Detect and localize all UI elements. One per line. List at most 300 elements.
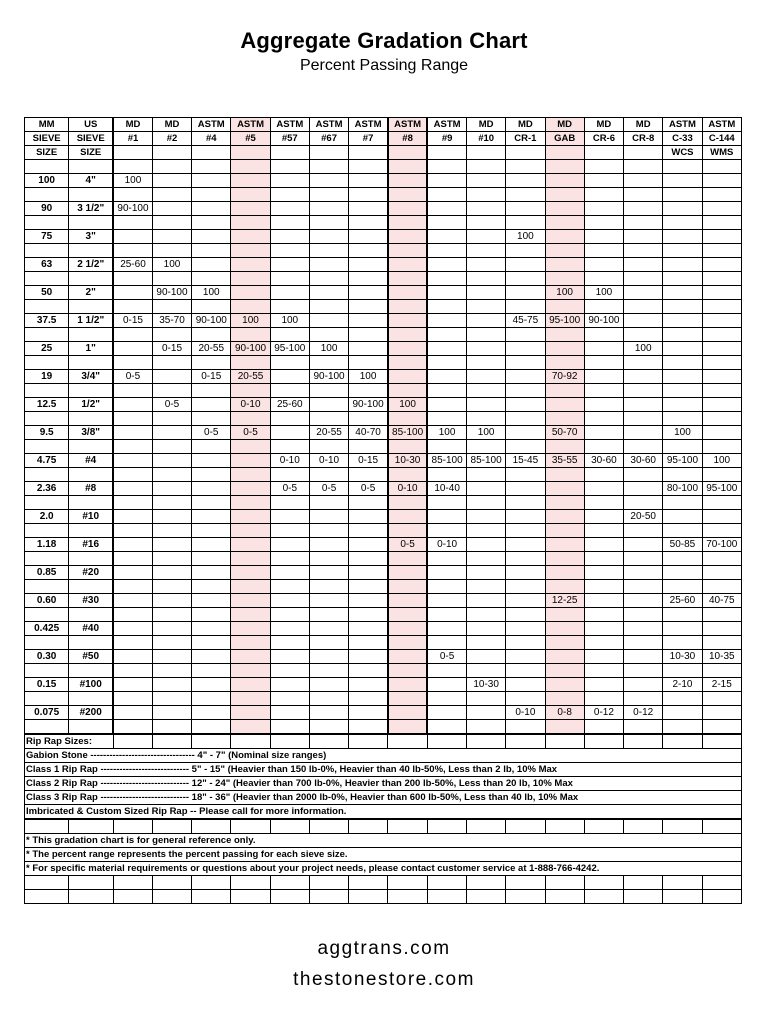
us-sieve-cell: #10 bbox=[69, 510, 113, 524]
percent-cell bbox=[192, 538, 231, 552]
percent-cell bbox=[624, 538, 663, 552]
empty-cell bbox=[545, 890, 584, 904]
spacer-cell bbox=[466, 720, 505, 735]
spacer-cell bbox=[192, 300, 231, 314]
percent-cell bbox=[624, 650, 663, 664]
percent-cell bbox=[702, 426, 741, 440]
spacer-cell bbox=[113, 692, 152, 706]
spacer-cell bbox=[152, 244, 191, 258]
percent-cell bbox=[388, 594, 427, 608]
spacer-cell bbox=[25, 328, 69, 342]
table-row bbox=[25, 286, 742, 300]
spacer-cell bbox=[349, 440, 388, 454]
percent-cell bbox=[309, 594, 348, 608]
column-header: SIZE bbox=[69, 146, 113, 160]
spacer-cell bbox=[506, 720, 545, 735]
column-header: MM bbox=[25, 118, 69, 132]
spacer-cell bbox=[192, 244, 231, 258]
empty-cell bbox=[113, 734, 152, 749]
spacer-cell bbox=[584, 552, 623, 566]
percent-cell bbox=[231, 566, 270, 580]
spacer-cell bbox=[25, 524, 69, 538]
percent-cell bbox=[388, 678, 427, 692]
spacer-cell bbox=[702, 496, 741, 510]
spacer-cell bbox=[309, 412, 348, 426]
spacer-cell bbox=[113, 188, 152, 202]
percent-cell: 90-100 bbox=[231, 342, 270, 356]
percent-cell bbox=[192, 482, 231, 496]
empty-cell bbox=[25, 876, 69, 890]
spacer-cell bbox=[624, 356, 663, 370]
spacer-cell bbox=[231, 552, 270, 566]
spacer-cell bbox=[663, 552, 702, 566]
note-line-text: * The percent range represents the percent passing for each sieve size. bbox=[25, 848, 742, 862]
percent-cell bbox=[584, 538, 623, 552]
spacer-cell bbox=[466, 496, 505, 510]
spacer-cell bbox=[584, 692, 623, 706]
percent-cell bbox=[388, 650, 427, 664]
spacer-cell bbox=[309, 188, 348, 202]
spacer-cell bbox=[113, 468, 152, 482]
spacer-cell bbox=[309, 272, 348, 286]
column-header: ASTM bbox=[231, 118, 270, 132]
percent-cell bbox=[702, 510, 741, 524]
spacer-cell bbox=[702, 188, 741, 202]
spacer-cell bbox=[349, 328, 388, 342]
percent-cell bbox=[624, 566, 663, 580]
spacer-cell bbox=[427, 216, 466, 230]
empty-cell bbox=[427, 876, 466, 890]
empty-cell bbox=[309, 876, 348, 890]
percent-cell bbox=[388, 286, 427, 300]
spacer-cell bbox=[349, 664, 388, 678]
percent-cell bbox=[466, 650, 505, 664]
spacer-cell bbox=[349, 552, 388, 566]
empty-cell bbox=[466, 890, 505, 904]
spacer-cell bbox=[388, 216, 427, 230]
spacer-cell bbox=[309, 636, 348, 650]
empty-cell bbox=[152, 890, 191, 904]
spacer-cell bbox=[388, 440, 427, 454]
spacer-cell bbox=[309, 468, 348, 482]
spacer-cell bbox=[25, 552, 69, 566]
spacer-cell bbox=[270, 524, 309, 538]
mm-size-cell: 12.5 bbox=[25, 398, 69, 412]
percent-cell bbox=[624, 286, 663, 300]
empty-cell bbox=[663, 819, 702, 834]
column-header: #67 bbox=[309, 132, 348, 146]
table-row bbox=[25, 706, 742, 720]
percent-cell bbox=[663, 706, 702, 720]
spacer-cell bbox=[702, 524, 741, 538]
note-line bbox=[25, 834, 742, 848]
spacer-row bbox=[25, 356, 742, 370]
percent-cell bbox=[270, 258, 309, 272]
spacer-row bbox=[25, 244, 742, 258]
percent-cell: 35-55 bbox=[545, 454, 584, 468]
mm-size-cell: 0.15 bbox=[25, 678, 69, 692]
percent-cell: 95-100 bbox=[663, 454, 702, 468]
spacer-row bbox=[25, 496, 742, 510]
spacer-cell bbox=[702, 468, 741, 482]
spacer-cell bbox=[270, 692, 309, 706]
spacer-cell bbox=[584, 440, 623, 454]
percent-cell bbox=[388, 370, 427, 384]
column-header: ASTM bbox=[349, 118, 388, 132]
percent-cell bbox=[152, 510, 191, 524]
us-sieve-cell: 4" bbox=[69, 174, 113, 188]
percent-cell bbox=[113, 538, 152, 552]
spacer-cell bbox=[113, 496, 152, 510]
us-sieve-cell: #50 bbox=[69, 650, 113, 664]
empty-cell bbox=[270, 890, 309, 904]
percent-cell: 95-100 bbox=[545, 314, 584, 328]
percent-cell bbox=[152, 370, 191, 384]
rip-rap-line-text: Imbricated & Custom Sized Rip Rap -- Please call for more information. bbox=[25, 805, 742, 820]
spacer-cell bbox=[231, 160, 270, 174]
percent-cell bbox=[624, 314, 663, 328]
spacer-cell bbox=[663, 272, 702, 286]
spacer-cell bbox=[702, 552, 741, 566]
table-row bbox=[25, 678, 742, 692]
spacer-cell bbox=[231, 692, 270, 706]
column-header bbox=[349, 146, 388, 160]
table-row bbox=[25, 454, 742, 468]
spacer-cell bbox=[388, 496, 427, 510]
spacer-cell bbox=[663, 216, 702, 230]
spacer-cell bbox=[466, 160, 505, 174]
spacer-cell bbox=[506, 664, 545, 678]
empty-cell bbox=[702, 819, 741, 834]
percent-cell bbox=[388, 706, 427, 720]
empty-cell bbox=[702, 734, 741, 749]
header-row bbox=[25, 118, 742, 132]
column-header: MD bbox=[545, 118, 584, 132]
percent-cell bbox=[231, 202, 270, 216]
percent-cell bbox=[192, 706, 231, 720]
empty-cell bbox=[309, 819, 348, 834]
percent-cell: 100 bbox=[506, 230, 545, 244]
percent-cell: 100 bbox=[427, 426, 466, 440]
spacer-cell bbox=[584, 468, 623, 482]
spacer-cell bbox=[349, 300, 388, 314]
spacer-cell bbox=[231, 524, 270, 538]
page-subtitle: Percent Passing Range bbox=[299, 57, 469, 74]
percent-cell bbox=[231, 482, 270, 496]
percent-cell: 0-10 bbox=[388, 482, 427, 496]
table-row bbox=[25, 538, 742, 552]
empty-cell bbox=[466, 734, 505, 749]
percent-cell bbox=[192, 650, 231, 664]
spacer-cell bbox=[113, 216, 152, 230]
percent-cell: 40-70 bbox=[349, 426, 388, 440]
empty-cell bbox=[69, 890, 113, 904]
spacer-cell bbox=[545, 496, 584, 510]
column-header: MD bbox=[506, 118, 545, 132]
percent-cell bbox=[231, 230, 270, 244]
percent-cell bbox=[113, 678, 152, 692]
spacer-cell bbox=[506, 216, 545, 230]
percent-cell bbox=[624, 398, 663, 412]
percent-cell bbox=[270, 706, 309, 720]
spacer-cell bbox=[506, 160, 545, 174]
empty-cell bbox=[231, 890, 270, 904]
percent-cell bbox=[349, 706, 388, 720]
percent-cell bbox=[388, 258, 427, 272]
empty-cell bbox=[506, 819, 545, 834]
rip-rap-line-text: Class 1 Rip Rap ---------------------------- 5" - 15" (Heavier than 150 lb-0%, Heavier than 40 lb-50%, Less than 2 lb, 10% Max bbox=[25, 763, 742, 777]
percent-cell bbox=[388, 174, 427, 188]
percent-cell: 0-10 bbox=[309, 454, 348, 468]
percent-cell bbox=[663, 566, 702, 580]
spacer-cell bbox=[113, 524, 152, 538]
spacer-cell bbox=[388, 160, 427, 174]
spacer-cell bbox=[545, 384, 584, 398]
us-sieve-cell: #8 bbox=[69, 482, 113, 496]
percent-cell: 100 bbox=[309, 342, 348, 356]
mm-size-cell: 90 bbox=[25, 202, 69, 216]
percent-cell bbox=[113, 650, 152, 664]
mm-size-cell: 1.18 bbox=[25, 538, 69, 552]
spacer-cell bbox=[309, 496, 348, 510]
spacer-cell bbox=[113, 356, 152, 370]
us-sieve-cell: 3/4" bbox=[69, 370, 113, 384]
spacer-cell bbox=[152, 272, 191, 286]
percent-cell bbox=[427, 342, 466, 356]
percent-cell bbox=[545, 202, 584, 216]
spacer-cell bbox=[702, 300, 741, 314]
us-sieve-cell: 3" bbox=[69, 230, 113, 244]
empty-cell bbox=[113, 876, 152, 890]
spacer-cell bbox=[545, 720, 584, 735]
spacer-row bbox=[25, 692, 742, 706]
spacer-row bbox=[25, 608, 742, 622]
spacer-cell bbox=[466, 216, 505, 230]
spacer-cell bbox=[25, 384, 69, 398]
percent-cell bbox=[466, 398, 505, 412]
percent-cell: 45-75 bbox=[506, 314, 545, 328]
percent-cell bbox=[388, 230, 427, 244]
spacer-cell bbox=[192, 328, 231, 342]
spacer-cell bbox=[466, 468, 505, 482]
percent-cell bbox=[584, 482, 623, 496]
spacer-cell bbox=[113, 160, 152, 174]
percent-cell bbox=[506, 258, 545, 272]
spacer-cell bbox=[466, 384, 505, 398]
spacer-cell bbox=[270, 664, 309, 678]
spacer-cell bbox=[427, 692, 466, 706]
column-header: #10 bbox=[466, 132, 505, 146]
rip-rap-heading-text: Rip Rap Sizes: bbox=[25, 734, 114, 749]
percent-cell bbox=[113, 398, 152, 412]
percent-cell bbox=[545, 678, 584, 692]
spacer-cell bbox=[624, 384, 663, 398]
spacer-cell bbox=[506, 328, 545, 342]
column-header bbox=[192, 146, 231, 160]
spacer-cell bbox=[624, 720, 663, 735]
percent-cell bbox=[270, 286, 309, 300]
percent-cell bbox=[349, 622, 388, 636]
percent-cell bbox=[349, 314, 388, 328]
percent-cell bbox=[624, 202, 663, 216]
table-row bbox=[25, 650, 742, 664]
percent-cell: 90-100 bbox=[113, 202, 152, 216]
percent-cell bbox=[349, 230, 388, 244]
spacer-cell bbox=[624, 160, 663, 174]
percent-cell bbox=[466, 286, 505, 300]
percent-cell bbox=[388, 510, 427, 524]
percent-cell bbox=[388, 342, 427, 356]
spacer-cell bbox=[231, 608, 270, 622]
spacer-cell bbox=[270, 160, 309, 174]
spacer-cell bbox=[152, 300, 191, 314]
spacer-cell bbox=[231, 720, 270, 735]
percent-cell bbox=[584, 622, 623, 636]
spacer-cell bbox=[231, 440, 270, 454]
spacer-cell bbox=[624, 468, 663, 482]
column-header: US bbox=[69, 118, 113, 132]
spacer-row bbox=[25, 328, 742, 342]
spacer-cell bbox=[69, 664, 113, 678]
empty-row bbox=[25, 890, 742, 904]
spacer-cell bbox=[231, 356, 270, 370]
spacer-cell bbox=[152, 160, 191, 174]
spacer-cell bbox=[231, 636, 270, 650]
percent-cell: 25-60 bbox=[663, 594, 702, 608]
rip-rap-line bbox=[25, 749, 742, 763]
spacer-cell bbox=[506, 468, 545, 482]
spacer-cell bbox=[192, 188, 231, 202]
us-sieve-cell: 3/8" bbox=[69, 426, 113, 440]
percent-cell bbox=[309, 230, 348, 244]
spacer-cell bbox=[69, 524, 113, 538]
percent-cell bbox=[152, 230, 191, 244]
spacer-cell bbox=[113, 272, 152, 286]
column-header: MD bbox=[152, 118, 191, 132]
percent-cell: 50-70 bbox=[545, 426, 584, 440]
spacer-cell bbox=[113, 608, 152, 622]
spacer-cell bbox=[702, 608, 741, 622]
percent-cell bbox=[624, 678, 663, 692]
column-header: #5 bbox=[231, 132, 270, 146]
spacer-cell bbox=[192, 356, 231, 370]
percent-cell bbox=[506, 622, 545, 636]
percent-cell bbox=[506, 678, 545, 692]
percent-cell bbox=[309, 510, 348, 524]
spacer-cell bbox=[309, 384, 348, 398]
percent-cell bbox=[152, 454, 191, 468]
empty-cell bbox=[192, 890, 231, 904]
spacer-cell bbox=[270, 216, 309, 230]
column-header: #8 bbox=[388, 132, 427, 146]
spacer-cell bbox=[270, 356, 309, 370]
spacer-cell bbox=[270, 244, 309, 258]
spacer-cell bbox=[152, 188, 191, 202]
spacer-cell bbox=[466, 664, 505, 678]
spacer-cell bbox=[192, 384, 231, 398]
spacer-cell bbox=[427, 412, 466, 426]
spacer-row bbox=[25, 412, 742, 426]
percent-cell: 0-12 bbox=[624, 706, 663, 720]
spacer-cell bbox=[545, 412, 584, 426]
spacer-cell bbox=[192, 608, 231, 622]
percent-cell bbox=[584, 202, 623, 216]
percent-cell bbox=[663, 398, 702, 412]
percent-cell: 0-15 bbox=[192, 370, 231, 384]
percent-cell bbox=[113, 566, 152, 580]
page-title: Aggregate Gradation Chart bbox=[240, 28, 528, 53]
spacer-cell bbox=[152, 384, 191, 398]
spacer-cell bbox=[466, 412, 505, 426]
us-sieve-cell: 2" bbox=[69, 286, 113, 300]
empty-cell bbox=[270, 734, 309, 749]
spacer-cell bbox=[545, 300, 584, 314]
spacer-cell bbox=[584, 608, 623, 622]
percent-cell bbox=[113, 230, 152, 244]
empty-cell bbox=[270, 876, 309, 890]
percent-cell bbox=[466, 510, 505, 524]
mm-size-cell: 4.75 bbox=[25, 454, 69, 468]
footer-website-aggtrans: aggtrans.com bbox=[317, 938, 451, 959]
empty-cell bbox=[388, 734, 427, 749]
empty-cell bbox=[349, 890, 388, 904]
percent-cell bbox=[506, 174, 545, 188]
mm-size-cell: 0.60 bbox=[25, 594, 69, 608]
spacer-cell bbox=[702, 328, 741, 342]
percent-cell bbox=[702, 258, 741, 272]
empty-cell bbox=[192, 876, 231, 890]
spacer-cell bbox=[545, 552, 584, 566]
column-header: SIZE bbox=[25, 146, 69, 160]
column-header: CR-1 bbox=[506, 132, 545, 146]
spacer-cell bbox=[663, 188, 702, 202]
spacer-cell bbox=[624, 216, 663, 230]
spacer-cell bbox=[25, 692, 69, 706]
column-header: ASTM bbox=[388, 118, 427, 132]
spacer-cell bbox=[69, 440, 113, 454]
percent-cell bbox=[545, 566, 584, 580]
spacer-cell bbox=[152, 552, 191, 566]
spacer-cell bbox=[624, 524, 663, 538]
column-header: CR-8 bbox=[624, 132, 663, 146]
spacer-row bbox=[25, 524, 742, 538]
spacer-row bbox=[25, 580, 742, 594]
spacer-cell bbox=[349, 496, 388, 510]
spacer-cell bbox=[663, 636, 702, 650]
percent-cell bbox=[388, 566, 427, 580]
spacer-cell bbox=[466, 692, 505, 706]
percent-cell bbox=[309, 174, 348, 188]
column-header bbox=[624, 146, 663, 160]
spacer-cell bbox=[69, 244, 113, 258]
spacer-cell bbox=[349, 580, 388, 594]
spacer-cell bbox=[427, 552, 466, 566]
empty-cell bbox=[113, 819, 152, 834]
spacer-cell bbox=[25, 412, 69, 426]
gradation-table bbox=[24, 117, 742, 904]
spacer-cell bbox=[584, 664, 623, 678]
spacer-cell bbox=[192, 552, 231, 566]
percent-cell bbox=[545, 650, 584, 664]
spacer-cell bbox=[506, 384, 545, 398]
spacer-cell bbox=[152, 216, 191, 230]
percent-cell bbox=[113, 482, 152, 496]
percent-cell bbox=[506, 594, 545, 608]
spacer-cell bbox=[584, 524, 623, 538]
spacer-cell bbox=[25, 440, 69, 454]
percent-cell bbox=[506, 566, 545, 580]
mm-size-cell: 0.425 bbox=[25, 622, 69, 636]
